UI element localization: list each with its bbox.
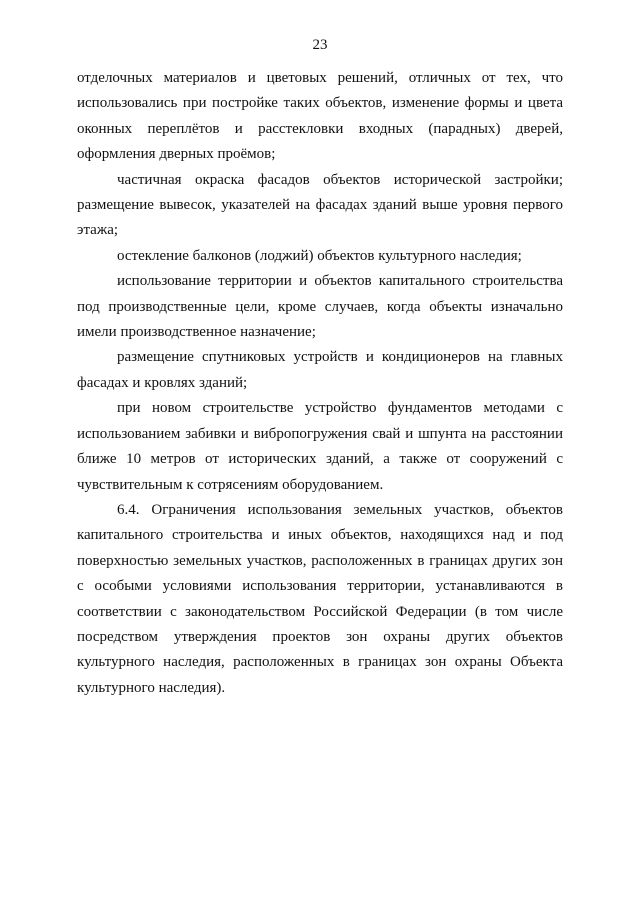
paragraph-balcony-glazing: остекление балконов (лоджий) объектов культурного наследия; <box>117 247 522 264</box>
paragraph-satellite-devices: размещение спутниковых устройств и кондиционеров на главных фасадах и кровлях зданий; <box>77 349 563 391</box>
paragraph-section-6-4: 6.4. Ограничения использования земельных участков, объектов капитального строительства и иных объектов, находящихся над и под поверхностью земельных участков, расположенных в границах других зон с особыми условиями использования территории, устанавливаются в соответствии с законодательством Российской Федерации (в том числе посредством утверждения проектов зон охраны других объектов культурного наследия, расположенных в границах зон охраны Объекта культурного наследия). <box>77 501 563 696</box>
paragraph-industrial-use: использование территории и объектов капитального строительства под производственные цели, кроме случаев, когда объекты изначально имели производственное назначение; <box>77 273 563 341</box>
paragraph-foundation-methods: при новом строительстве устройство фундаментов методами с использованием забивки и вибропогружения свай и шпунта на расстоянии ближе 10 метров от исторических зданий, а также от сооружений с чувствительным к сотрясениям оборудованием. <box>77 400 563 493</box>
paragraph-finishing-materials: отделочных материалов и цветовых решений, отличных от тех, что использовались при постройке таких объектов, изменение формы и цвета оконных переплётов и расстекловки входных (парадных) дверей, оформления дверных проёмов; <box>77 70 563 163</box>
page-number: 23 <box>312 37 328 53</box>
text-body <box>77 66 563 701</box>
paragraph-facade-painting: частичная окраска фасадов объектов исторической застройки; размещение вывесок, указателей на фасадах зданий выше уровня первого этажа; <box>77 171 563 239</box>
